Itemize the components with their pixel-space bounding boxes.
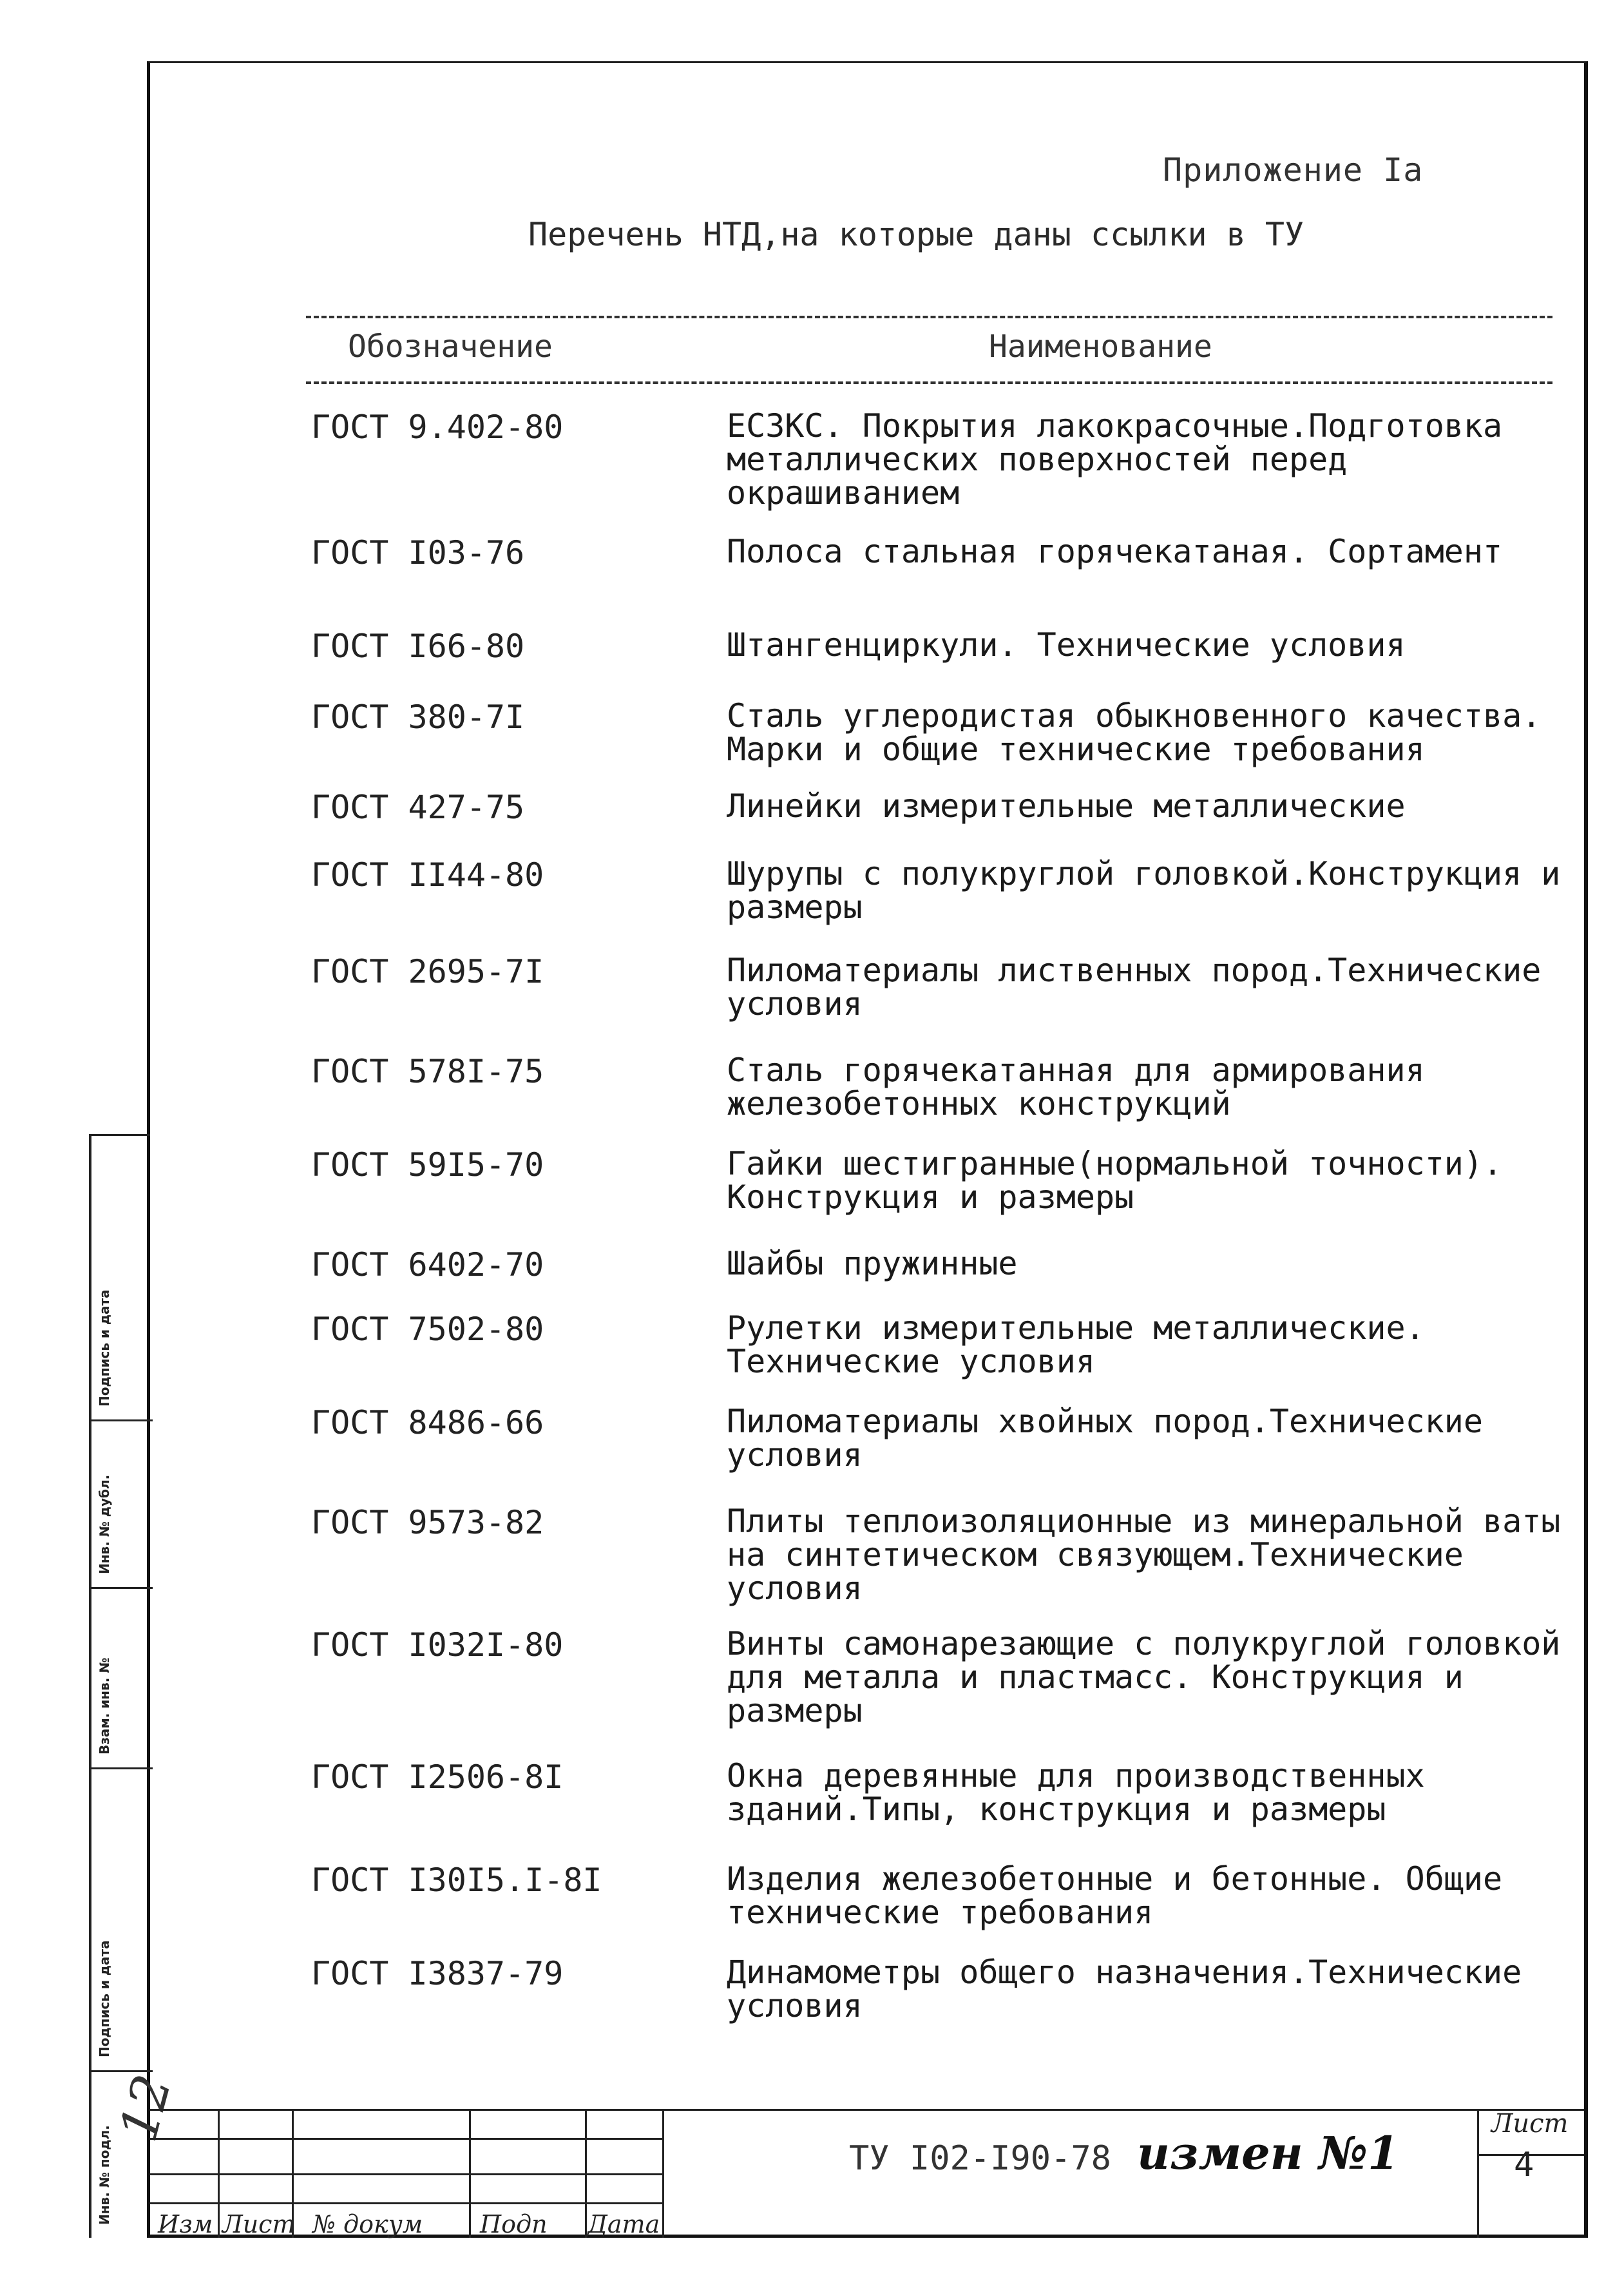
row-code: ГОСТ 59I5-70 [311, 1146, 544, 1184]
row-code: ГОСТ 8486-66 [311, 1404, 544, 1441]
column-header-code: Обозначение [348, 329, 553, 365]
tb-label-sign: Подп [480, 2210, 548, 2238]
tb-label-doc-no: № докум [312, 2210, 423, 2238]
tb-label-change: Изм [158, 2210, 213, 2238]
row-name: Штангенциркули. Технические условия [727, 626, 1406, 664]
sheet-number: 4 [1514, 2146, 1534, 2184]
row-name: Динамометры общего назначения.Технические условия [727, 1954, 1522, 2024]
row-code: ГОСТ 578I-75 [311, 1053, 544, 1090]
table-header-rule [306, 381, 1552, 384]
row-code: ГОСТ 427-75 [311, 789, 525, 826]
row-code: ГОСТ 380-7I [311, 698, 525, 736]
row-code: ГОСТ I66-80 [311, 628, 525, 665]
sheet-label: Лист [1491, 2109, 1569, 2139]
row-code: ГОСТ I2506-8I [311, 1758, 564, 1796]
side-label-original-inv: Инв. № подл. [97, 2125, 112, 2225]
row-code: ГОСТ 2695-7I [311, 953, 544, 990]
row-name: Линейки измерительные металлические [727, 787, 1406, 825]
row-code: ГОСТ I3837-79 [311, 1955, 564, 1992]
row-name: Гайки шестигранные(нормальной точности). Конструкция и размеры [727, 1145, 1503, 1216]
tb-label-sheet: Лист [222, 2210, 296, 2238]
row-name: Рулетки измерительные металлические. Технические условия [727, 1309, 1425, 1380]
row-code: ГОСТ 6402-70 [311, 1246, 544, 1284]
row-name: ЕСЗКС. Покрытия лакокрасочные.Подготовка металлических поверхностей перед окрашиванием [727, 407, 1503, 512]
row-code: ГОСТ 7502-80 [311, 1311, 544, 1348]
table-top-rule [306, 316, 1552, 318]
document-number: ТУ I02-I90-78 [849, 2139, 1111, 2178]
row-name: Сталь горячекатанная для армирования железобетонных конструкций [727, 1052, 1425, 1122]
side-label-signature-date: Подпись и дата [97, 1289, 112, 1407]
row-name: Сталь углеродистая обыкновенного качества. Марки и общие технические требования [727, 697, 1542, 768]
document-title: Перечень НТД,на которые даны ссылки в ТУ [528, 216, 1304, 253]
row-name: Полоса стальная горячекатаная. Сортамент [727, 533, 1503, 570]
row-name: Пиломатериалы хвойных пород.Технические условия [727, 1403, 1483, 1474]
row-name: Шурупы с полукруглой головкой.Конструкция и размеры [727, 855, 1561, 926]
row-code: ГОСТ I30I5.I-8I [311, 1861, 602, 1899]
row-code: ГОСТ 9.402-80 [311, 409, 564, 446]
row-name: Пиломатериалы лиственных пород.Технические условия [727, 952, 1542, 1023]
row-name: Шайбы пружинные [727, 1245, 1018, 1282]
row-code: ГОСТ I032I-80 [311, 1626, 564, 1664]
column-header-name: Наименование [989, 329, 1212, 365]
row-name: Плиты теплоизоляционные из минеральной ваты на синтетическом связующем.Технические условия [727, 1503, 1561, 1607]
handwritten-inventory-mark: 12 [108, 2068, 183, 2148]
row-name: Изделия железобетонные и бетонные. Общие технические требования [727, 1860, 1503, 1931]
row-code: ГОСТ I03-76 [311, 534, 525, 572]
side-label-replace-inv: Взам. инв. № [97, 1657, 112, 1755]
tb-label-date: Дата [588, 2210, 660, 2238]
row-code: ГОСТ 9573-82 [311, 1504, 544, 1541]
row-name: Окна деревянные для производственных зданий.Типы, конструкция и размеры [727, 1757, 1425, 1828]
appendix-label: Приложение Iа [1163, 151, 1424, 189]
side-label-signature-date-2: Подпись и дата [97, 1940, 112, 2057]
side-label-dup-inv: Инв. № дубл. [97, 1474, 112, 1574]
handwritten-change-note: измен №1 [1137, 2126, 1399, 2180]
row-code: ГОСТ II44-80 [311, 856, 544, 894]
row-name: Винты самонарезающие с полукруглой головкой для металла и пластмасс. Конструкция и размеры [727, 1625, 1561, 1729]
